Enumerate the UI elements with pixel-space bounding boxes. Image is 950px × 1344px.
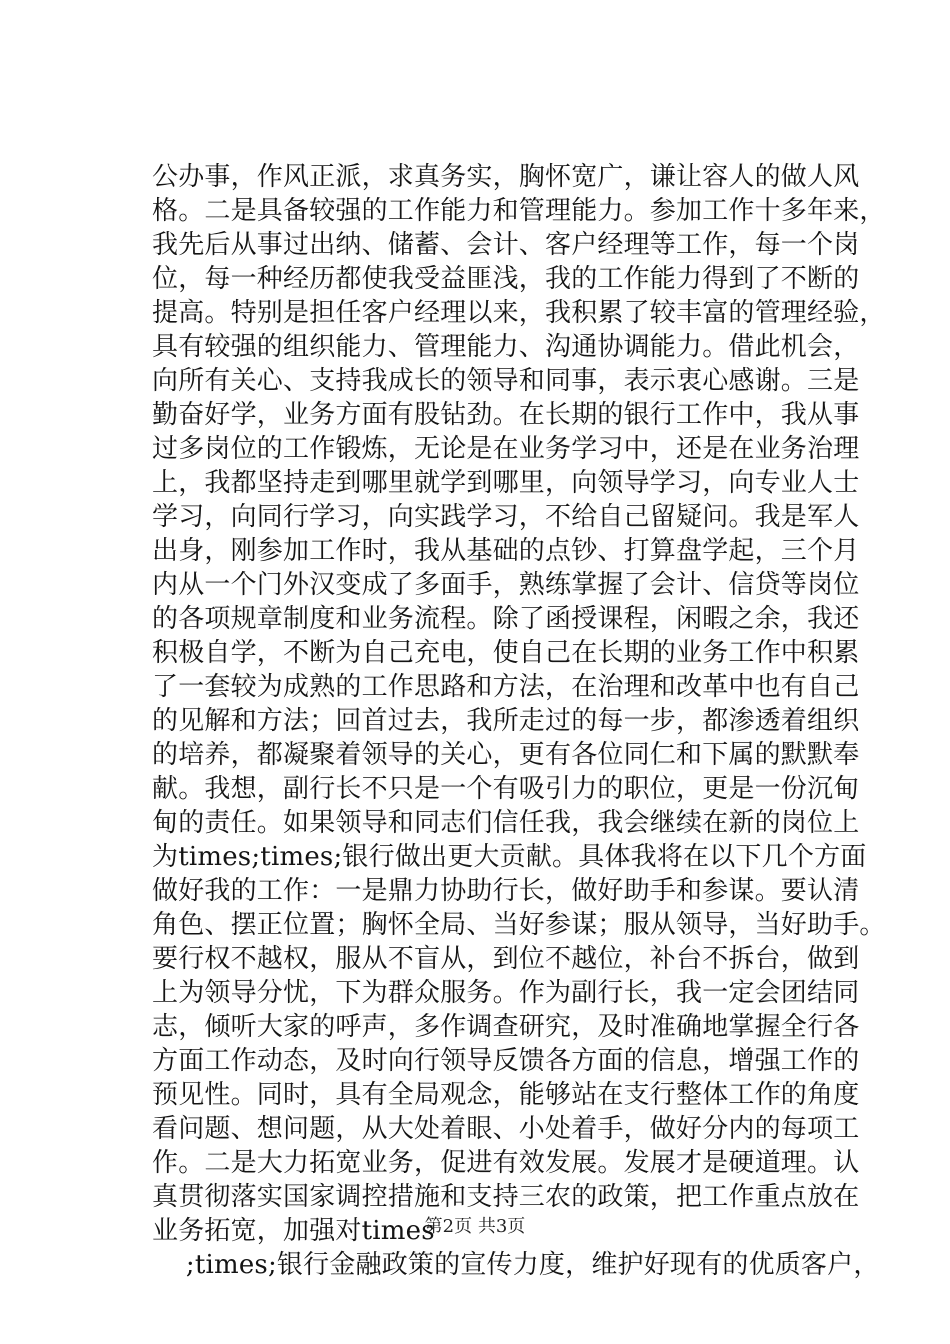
body-line: 角色、摆正位置；胸怀全局、当好参谋；服从领导，当好助手。: [152, 910, 886, 940]
body-line: 提高。特别是担任客户经理以来，我积累了较丰富的管理经验，: [152, 298, 886, 328]
body-line: 向所有关心、支持我成长的领导和同事，表示衷心感谢。三是: [152, 366, 860, 396]
body-line: 的见解和方法；回首过去，我所走过的每一步，都渗透着组织: [152, 706, 860, 736]
body-line: 方面工作动态，及时向行领导反馈各方面的信息，增强工作的: [152, 1046, 860, 1076]
body-line: 的各项规章制度和业务流程。除了函授课程，闲暇之余，我还: [152, 604, 860, 634]
body-line: 过多岗位的工作锻炼，无论是在业务学习中，还是在业务治理: [152, 434, 860, 464]
body-line: 为times;times;银行做出更大贡献。具体我将在以下几个方面: [152, 842, 867, 872]
body-line: 我先后从事过出纳、储蓄、会计、客户经理等工作，每一个岗: [152, 230, 860, 260]
body-line: 出身，刚参加工作时，我从基础的点钞、打算盘学起，三个月: [152, 536, 860, 566]
body-line: ;times;银行金融政策的宣传力度，维护好现有的优质客户，: [152, 1250, 880, 1280]
body-line: 勤奋好学，业务方面有股钻劲。在长期的银行工作中，我从事: [152, 400, 860, 430]
body-line: 真贯彻落实国家调控措施和支持三农的政策，把工作重点放在: [152, 1182, 860, 1212]
body-line: 业务拓宽，加强对times: [152, 1216, 435, 1246]
page-number-footer: 第2页 共3页: [424, 1216, 526, 1237]
body-line: 作。二是大力拓宽业务，促进有效发展。发展才是硬道理。认: [152, 1148, 860, 1178]
body-line: 了一套较为成熟的工作思路和方法，在治理和改革中也有自己: [152, 672, 860, 702]
body-line: 看问题、想问题，从大处着眼、小处着手，做好分内的每项工: [152, 1114, 860, 1144]
body-line: 要行权不越权，服从不盲从，到位不越位，补台不拆台，做到: [152, 944, 860, 974]
body-line: 甸的责任。如果领导和同志们信任我，我会继续在新的岗位上: [152, 808, 860, 838]
body-line: 志，倾听大家的呼声，多作调查研究，及时准确地掌握全行各: [152, 1012, 860, 1042]
body-line: 的培养，都凝聚着领导的关心，更有各位同仁和下属的默默奉: [152, 740, 860, 770]
body-line: 积极自学，不断为自己充电，使自己在长期的业务工作中积累: [152, 638, 860, 668]
body-line: 上，我都坚持走到哪里就学到哪里，向领导学习，向专业人士: [152, 468, 860, 498]
body-line: 做好我的工作：一是鼎力协助行长，做好助手和参谋。要认清: [152, 876, 860, 906]
body-line: 内从一个门外汉变成了多面手，熟练掌握了会计、信贷等岗位: [152, 570, 860, 600]
body-line: 具有较强的组织能力、管理能力、沟通协调能力。借此机会，: [152, 332, 860, 362]
body-line: 位，每一种经历都使我受益匪浅，我的工作能力得到了不断的: [152, 264, 860, 294]
body-line: 学习，向同行学习，向实践学习，不给自己留疑问。我是军人: [152, 502, 860, 532]
body-line: 献。我想，副行长不只是一个有吸引力的职位，更是一份沉甸: [152, 774, 860, 804]
body-line: 格。二是具备较强的工作能力和管理能力。参加工作十多年来，: [152, 196, 886, 226]
body-line: 预见性。同时，具有全局观念，能够站在支行整体工作的角度: [152, 1080, 860, 1110]
body-line: 公办事，作风正派，求真务实，胸怀宽广，谦让容人的做人风: [152, 162, 860, 192]
body-line: 上为领导分忧，下为群众服务。作为副行长，我一定会团结同: [152, 978, 860, 1008]
